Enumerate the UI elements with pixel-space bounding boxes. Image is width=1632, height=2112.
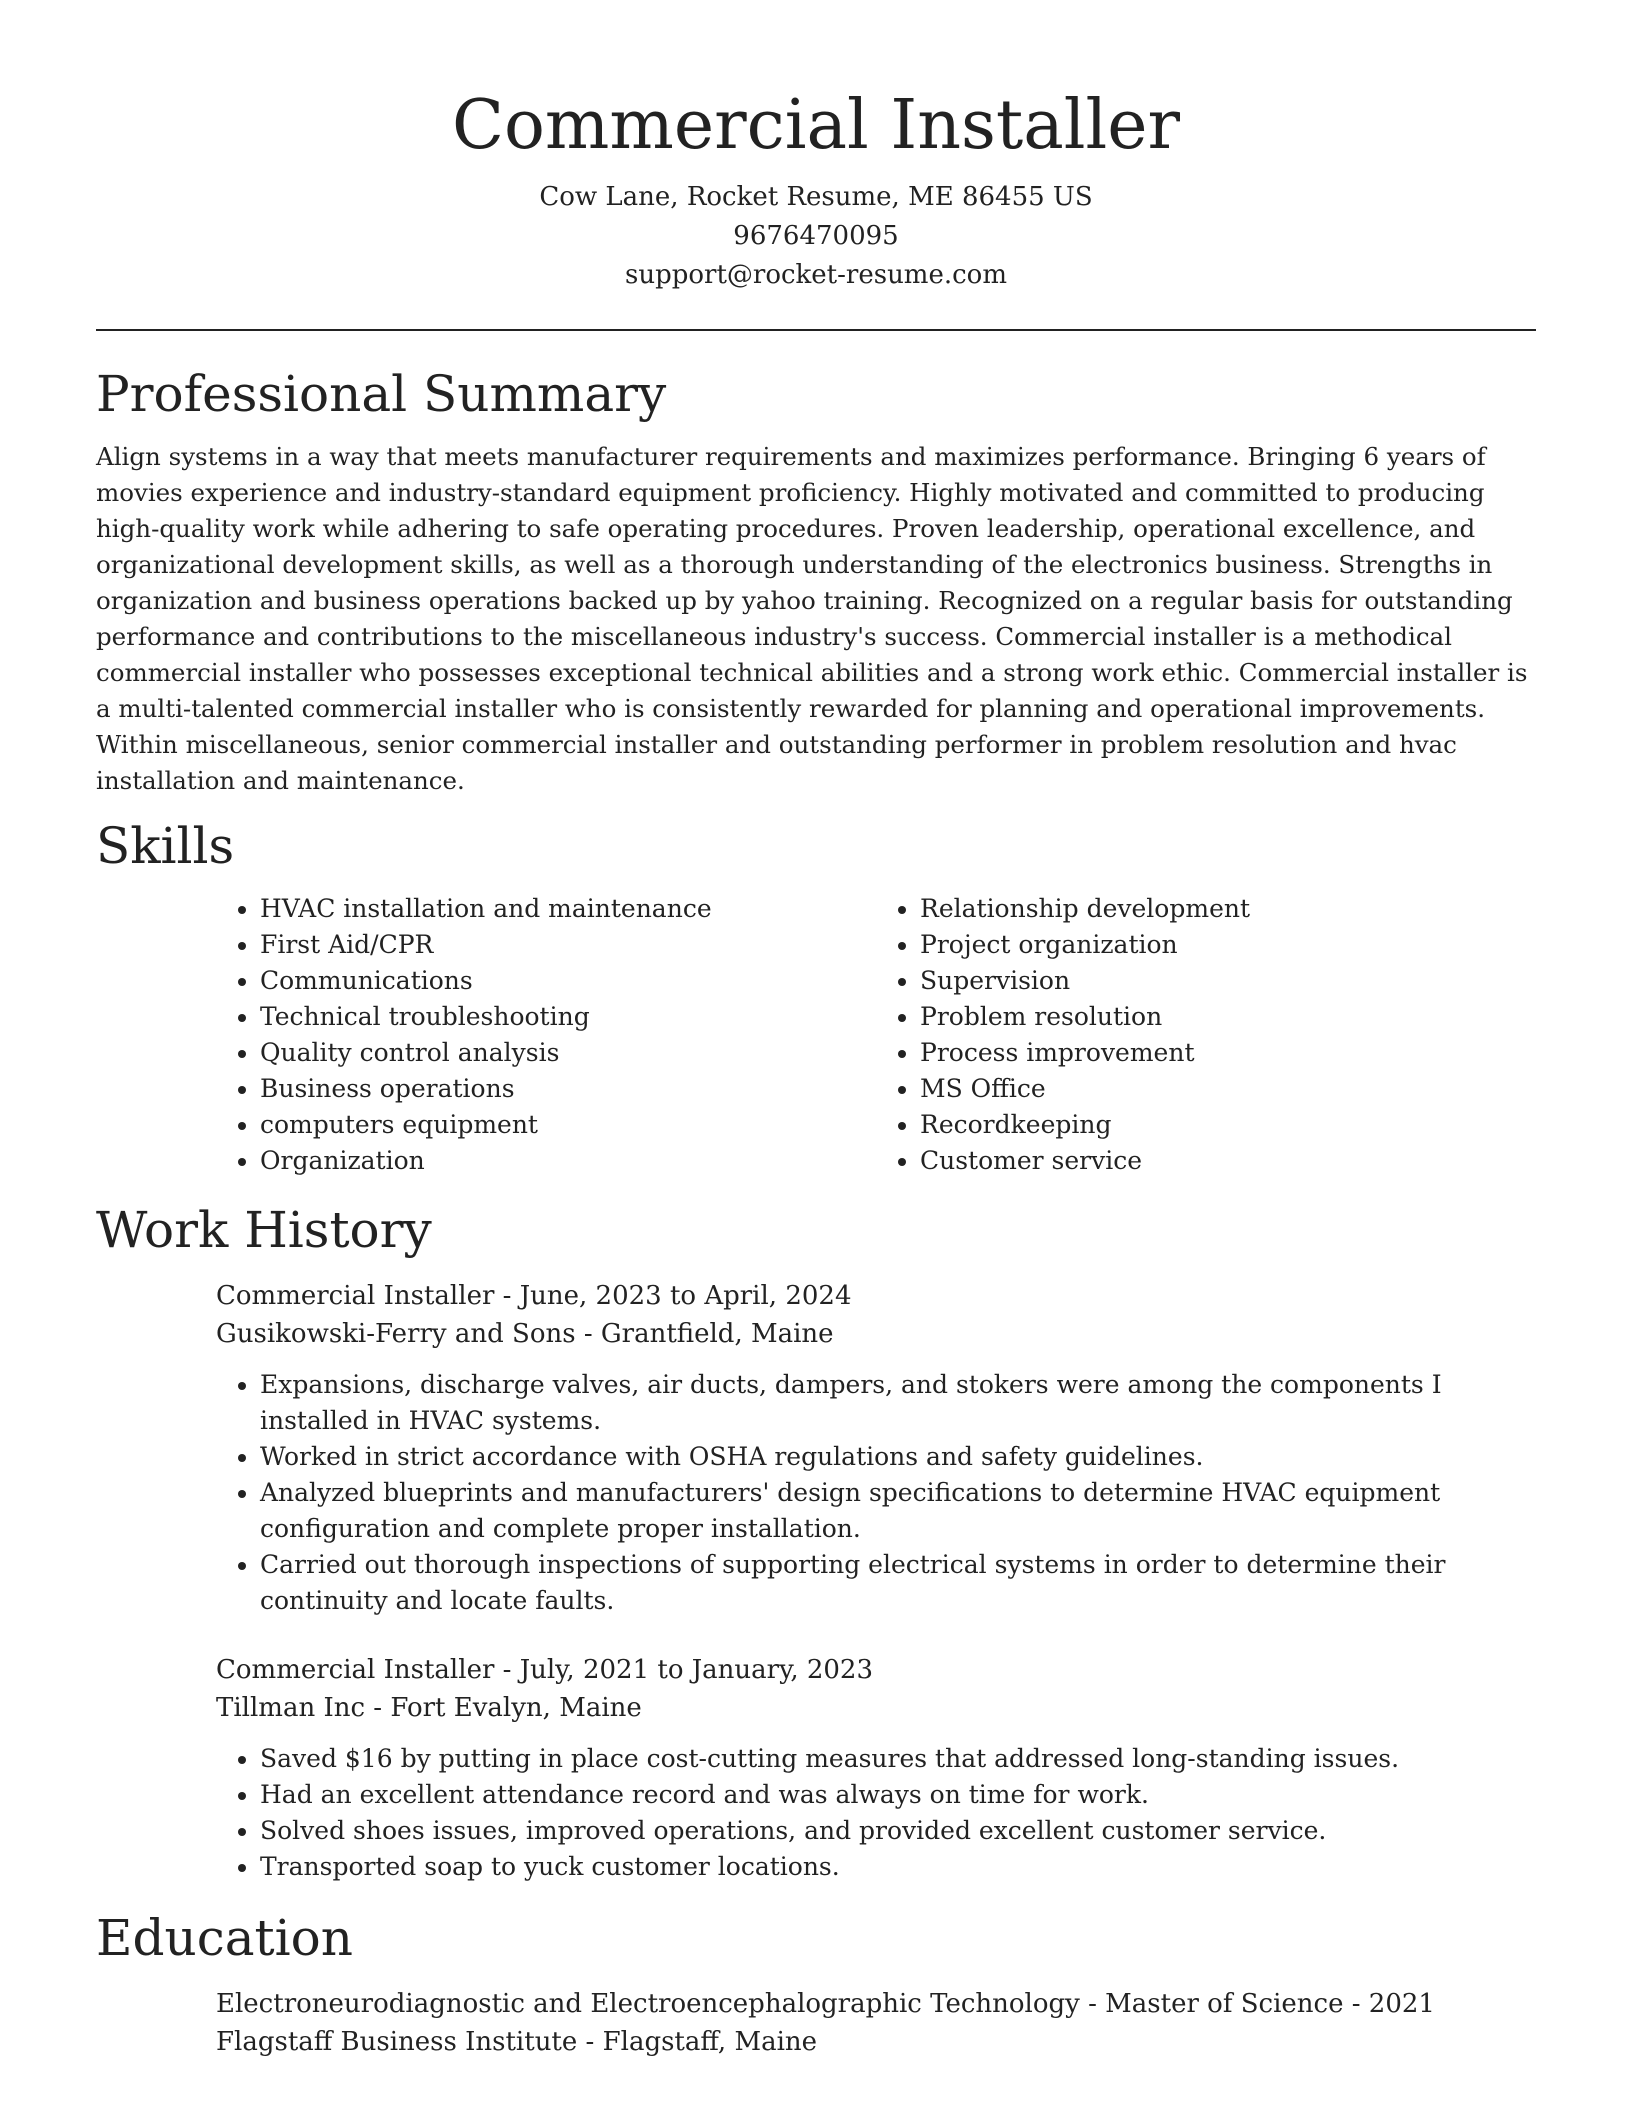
skill-item: • MS Office — [920, 1071, 1536, 1107]
work-history-heading: Work History — [96, 1201, 432, 1259]
job-bullet: • Expansions, discharge valves, air ducts, dampers, and stokers were among the components I installed in HVAC systems. — [260, 1367, 1536, 1439]
job-bullet: • Had an excellent attendance record and was always on time for work. — [260, 1777, 1536, 1813]
skills-list-right — [876, 891, 1536, 1179]
education-heading: Education — [96, 1909, 353, 1967]
contact-email: support@rocket-resume.com — [624, 260, 1007, 290]
skill-item: • Quality control analysis — [260, 1035, 876, 1071]
job-bullet: • Analyzed blueprints and manufacturers' design specifications to determine HVAC equipment configuration and complete proper installation. — [260, 1475, 1536, 1547]
education-section — [96, 1905, 1536, 2061]
job-title: Commercial Installer - July, 2021 to January, 2023 — [216, 1655, 874, 1685]
job-bullet: • Transported soap to yuck customer locations. — [260, 1849, 1536, 1885]
skill-item: • Communications — [260, 963, 876, 999]
education-school: Flagstaff Business Institute - Flagstaff, Maine — [216, 2027, 818, 2057]
work-history-section — [96, 1197, 1536, 1885]
header-divider — [96, 329, 1536, 331]
job-bullets — [216, 1741, 1536, 1885]
candidate-name: Commercial Installer — [451, 86, 1181, 165]
job-entry — [216, 1277, 1536, 1619]
skill-item: • Project organization — [920, 927, 1536, 963]
resume-header — [96, 0, 1536, 295]
job-bullet: • Worked in strict accordance with OSHA regulations and safety guidelines. — [260, 1439, 1536, 1475]
job-bullet: • Saved $16 by putting in place cost-cutting measures that addressed long-standing issues. — [260, 1741, 1536, 1777]
education-entry — [216, 1985, 1536, 2061]
skills-columns — [216, 891, 1536, 1179]
skill-item: • Supervision — [920, 963, 1536, 999]
resume-page — [96, 0, 1536, 2061]
skill-item: • computers equipment — [260, 1107, 876, 1143]
job-company: Tillman Inc - Fort Evalyn, Maine — [216, 1693, 642, 1723]
job-bullet: • Solved shoes issues, improved operations, and provided excellent customer service. — [260, 1813, 1536, 1849]
job-title: Commercial Installer - June, 2023 to April, 2024 — [216, 1281, 852, 1311]
summary-section — [96, 361, 1536, 799]
summary-text: Align systems in a way that meets manufacturer requirements and maximizes performance. Bringing 6 years of movies experience and industry-standard equipment proficiency. Highly motivated and committed to producing high-quality work while adhering to safe operating procedures. Proven leadership, operational excellence, and organizational development skills, as well as a thorough understanding of the electronics business. Strengths in organization and business operations backed up by yahoo training. Recognized on a regular basis for outstanding performance and contributions to the miscellaneous industry's success. Commercial installer is a methodical commercial installer who possesses exceptional technical abilities and a strong work ethic. Commercial installer is a multi-talented commercial installer who is consistently rewarded for planning and operational improvements. Within miscellaneous, senior commercial installer and outstanding performer in problem resolution and hvac installation and maintenance. — [96, 442, 1528, 795]
skill-item: • Customer service — [920, 1143, 1536, 1179]
contact-phone: 9676470095 — [733, 221, 899, 251]
skills-list-left — [216, 891, 876, 1179]
contact-address: Cow Lane, Rocket Resume, ME 86455 US — [539, 182, 1093, 212]
job-company: Gusikowski-Ferry and Sons - Grantfield, Maine — [216, 1319, 834, 1349]
job-bullets — [216, 1367, 1536, 1619]
job-bullet: • Carried out thorough inspections of supporting electrical systems in order to determine their continuity and locate faults. — [260, 1547, 1536, 1619]
job-entry — [216, 1651, 1536, 1885]
skill-item: • Business operations — [260, 1071, 876, 1107]
skill-item: • Organization — [260, 1143, 876, 1179]
skill-item: • Relationship development — [920, 891, 1536, 927]
skill-item: • HVAC installation and maintenance — [260, 891, 876, 927]
skill-item: • First Aid/CPR — [260, 927, 876, 963]
contact-info — [96, 178, 1536, 295]
skill-item: • Recordkeeping — [920, 1107, 1536, 1143]
skill-item: • Technical troubleshooting — [260, 999, 876, 1035]
skill-item: • Process improvement — [920, 1035, 1536, 1071]
education-degree: Electroneurodiagnostic and Electroencephalographic Technology - Master of Science - 2021 — [216, 1989, 1435, 2019]
summary-heading: Professional Summary — [96, 365, 667, 423]
skills-section — [96, 813, 1536, 1179]
skill-item: • Problem resolution — [920, 999, 1536, 1035]
skills-heading: Skills — [96, 817, 235, 875]
